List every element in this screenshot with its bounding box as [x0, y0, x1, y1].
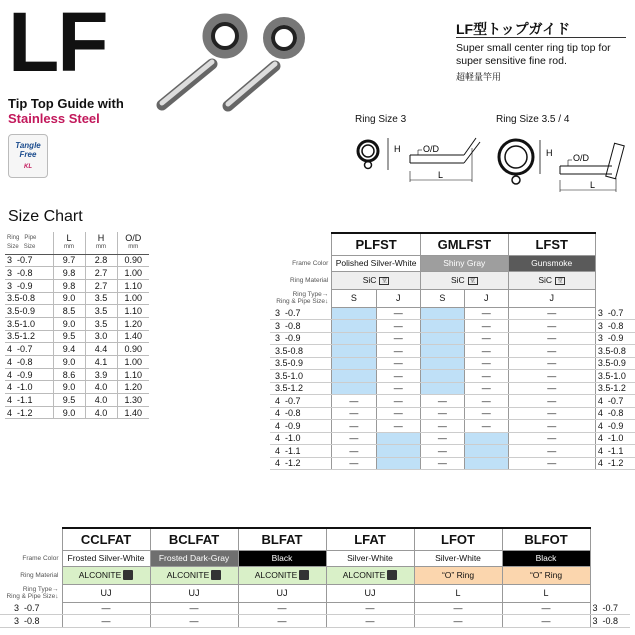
color-plfst: Polished Silver-White	[332, 255, 421, 271]
material-plfst: SiC 堂	[332, 271, 421, 289]
tangle-free-logo	[8, 134, 48, 178]
table-row	[270, 332, 635, 345]
availability-cell	[420, 307, 464, 320]
availability-cell: —	[150, 615, 238, 628]
availability-cell	[420, 357, 464, 370]
size-row	[5, 317, 149, 330]
frame-color-label-2: Frame Color	[22, 554, 59, 562]
material-lfot: “O” Ring	[414, 566, 502, 584]
material-lfst: SiC 堂	[508, 271, 595, 289]
model-lfst: LFST	[508, 233, 595, 255]
l-header: L mm	[53, 232, 85, 254]
availability-cell: —	[326, 602, 414, 615]
od-header: O/D mm	[117, 232, 149, 254]
sic-model-table	[270, 232, 635, 470]
value-cell: 1.00	[117, 267, 149, 280]
availability-cell: —	[420, 457, 464, 470]
size-chart-header	[5, 232, 149, 254]
ring35-h-text: H	[546, 148, 553, 158]
size-cell: 4 -0.7	[5, 343, 53, 356]
value-cell: 1.10	[117, 368, 149, 381]
type-plfst-s: S	[332, 289, 376, 307]
value-cell: 9.0	[53, 356, 85, 369]
t1-color-row	[270, 255, 635, 271]
size-row	[5, 267, 149, 280]
availability-cell	[332, 345, 376, 358]
availability-cell: —	[238, 615, 326, 628]
size-row	[5, 279, 149, 292]
color-gmlfst: Shiny Gray	[420, 255, 508, 271]
ring-pipe-header: Ring Pipe Size Size	[5, 232, 53, 254]
availability-cell	[464, 445, 508, 458]
availability-cell	[420, 345, 464, 358]
type-bclfat: UJ	[150, 584, 238, 602]
availability-cell: —	[464, 395, 508, 408]
color-cclfat: Frosted Silver-White	[62, 550, 150, 566]
table-row	[0, 602, 630, 615]
t2-type-row	[0, 584, 630, 602]
ring3-l-text: L	[438, 170, 444, 180]
model-gmlfst: GMLFST	[420, 233, 508, 255]
size-row	[5, 254, 149, 267]
availability-cell: —	[464, 307, 508, 320]
model-bclfat: BCLFAT	[150, 528, 238, 550]
value-cell: 1.00	[117, 356, 149, 369]
jp-title: LF型トップガイド	[456, 21, 571, 37]
row-size-left: 3.5-0.9	[270, 357, 332, 370]
row-size-right: 4 -0.8	[595, 407, 635, 420]
material-blfot: “O” Ring	[502, 566, 590, 584]
value-cell: 8.5	[53, 305, 85, 318]
ring-size-3-diagram	[352, 128, 487, 198]
guide-photo-left	[162, 18, 243, 105]
table-row	[270, 457, 635, 470]
value-cell: 3.5	[85, 305, 117, 318]
availability-cell: —	[508, 457, 595, 470]
table-row	[270, 357, 635, 370]
availability-cell	[332, 357, 376, 370]
availability-cell: —	[508, 432, 595, 445]
model-cclfat: CCLFAT	[62, 528, 150, 550]
row-size-left: 3.5-1.2	[270, 382, 332, 395]
ring-type-label-2: Ring Type→ Ring & Pipe Size↓	[6, 586, 59, 600]
value-cell: 9.7	[53, 254, 85, 267]
value-cell: 2.8	[85, 254, 117, 267]
availability-cell: —	[464, 320, 508, 333]
row-size-right: 3 -0.9	[595, 332, 635, 345]
size-cell: 4 -1.0	[5, 381, 53, 394]
availability-cell: —	[508, 420, 595, 433]
table-row	[270, 445, 635, 458]
size-cell: 3.5-0.9	[5, 305, 53, 318]
color-lfst: Gunsmoke	[508, 255, 595, 271]
availability-cell: —	[326, 615, 414, 628]
availability-cell: —	[414, 602, 502, 615]
row-size-right: 3.5-0.8	[595, 345, 635, 358]
material-cclfat: ALCONITE	[62, 566, 150, 584]
availability-cell: —	[420, 432, 464, 445]
type-blfat: UJ	[238, 584, 326, 602]
type-lfst-j: J	[508, 289, 595, 307]
model-lfot: LFOT	[414, 528, 502, 550]
availability-cell: —	[332, 407, 376, 420]
row-size-right: 4 -1.1	[595, 445, 635, 458]
ring3-od-text: O/D	[423, 144, 440, 154]
value-cell: 1.20	[117, 381, 149, 394]
size-row	[5, 356, 149, 369]
row-size-left: 4 -1.0	[270, 432, 332, 445]
availability-cell	[332, 370, 376, 383]
value-cell: 9.0	[53, 406, 85, 419]
availability-cell: —	[376, 420, 420, 433]
availability-cell	[464, 457, 508, 470]
t1-type-row	[270, 289, 635, 307]
availability-cell	[332, 382, 376, 395]
size-row	[5, 330, 149, 343]
value-cell: 9.0	[53, 317, 85, 330]
value-cell: 3.9	[85, 368, 117, 381]
table-row	[270, 320, 635, 333]
title-divider	[456, 37, 626, 38]
type-plfst-j: J	[376, 289, 420, 307]
availability-cell	[376, 445, 420, 458]
availability-cell	[420, 332, 464, 345]
value-cell: 9.0	[53, 292, 85, 305]
t1-material-row	[270, 271, 635, 289]
size-row	[5, 406, 149, 419]
row-size-left: 4 -1.1	[270, 445, 332, 458]
table-row	[270, 407, 635, 420]
value-cell: 9.0	[53, 381, 85, 394]
value-cell: 1.20	[117, 317, 149, 330]
row-size-right: 4 -1.2	[595, 457, 635, 470]
row-size-left: 4 -0.8	[270, 407, 332, 420]
row-size-right: 3 -0.8	[590, 615, 630, 628]
availability-cell: —	[508, 307, 595, 320]
value-cell: 3.0	[85, 330, 117, 343]
availability-cell: —	[508, 382, 595, 395]
table-row	[0, 615, 630, 628]
availability-cell: —	[420, 445, 464, 458]
availability-cell	[332, 307, 376, 320]
size-cell: 3 -0.9	[5, 279, 53, 292]
size-chart-title: Size Chart	[8, 208, 83, 225]
availability-cell: —	[376, 382, 420, 395]
row-size-right: 3 -0.7	[590, 602, 630, 615]
color-lfat: Silver-White	[326, 550, 414, 566]
table-row	[270, 370, 635, 383]
row-size-left: 3 -0.7	[0, 602, 62, 615]
row-size-left: 4 -0.9	[270, 420, 332, 433]
subtitle-line-1: Tip Top Guide with	[8, 96, 124, 111]
row-size-right: 3 -0.7	[595, 307, 635, 320]
color-bclfat: Frosted Dark-Gray	[150, 550, 238, 566]
table-row	[270, 307, 635, 320]
value-cell: 9.4	[53, 343, 85, 356]
availability-cell: —	[420, 407, 464, 420]
value-cell: 1.10	[117, 279, 149, 292]
availability-cell: —	[332, 420, 376, 433]
tangle-logo-word-3: KL	[24, 164, 32, 170]
ring-type-label: Ring Type→ Ring & Pipe Size↓	[276, 291, 329, 305]
availability-cell: —	[420, 395, 464, 408]
size-row	[5, 343, 149, 356]
size-row	[5, 292, 149, 305]
availability-cell: —	[464, 332, 508, 345]
availability-cell: —	[464, 370, 508, 383]
ring-size-3-label: Ring Size 3	[355, 114, 407, 125]
availability-cell: —	[464, 407, 508, 420]
availability-cell: —	[376, 345, 420, 358]
subtitle-line-2: Stainless Steel	[8, 111, 100, 126]
row-size-left: 3 -0.9	[270, 332, 332, 345]
model-plfst: PLFST	[332, 233, 421, 255]
ring-size-35-label: Ring Size 3.5 / 4	[496, 114, 570, 125]
value-cell: 1.40	[117, 406, 149, 419]
model-blfat: BLFAT	[238, 528, 326, 550]
availability-cell: —	[508, 357, 595, 370]
availability-cell	[420, 320, 464, 333]
availability-cell: —	[502, 602, 590, 615]
availability-cell: —	[376, 370, 420, 383]
value-cell: 1.00	[117, 292, 149, 305]
value-cell: 4.4	[85, 343, 117, 356]
table-row	[270, 420, 635, 433]
value-cell: 0.90	[117, 254, 149, 267]
row-size-right: 3 -0.8	[595, 320, 635, 333]
availability-cell: —	[62, 615, 150, 628]
availability-cell: —	[508, 332, 595, 345]
availability-cell: —	[62, 602, 150, 615]
size-cell: 4 -0.8	[5, 356, 53, 369]
row-size-left: 3 -0.7	[270, 307, 332, 320]
availability-cell	[420, 370, 464, 383]
size-row	[5, 368, 149, 381]
product-photo	[140, 2, 310, 122]
availability-cell: —	[502, 615, 590, 628]
availability-cell: —	[508, 320, 595, 333]
color-blfat: Black	[238, 550, 326, 566]
size-cell: 4 -1.2	[5, 406, 53, 419]
availability-cell: —	[332, 457, 376, 470]
material-gmlfst: SiC 堂	[420, 271, 508, 289]
type-blfot: L	[502, 584, 590, 602]
size-row	[5, 305, 149, 318]
ring-material-label: Ring Material	[289, 276, 329, 284]
availability-cell: —	[414, 615, 502, 628]
row-size-left: 3 -0.8	[270, 320, 332, 333]
tangle-logo-word-1: Tangle	[15, 141, 41, 150]
availability-cell: —	[508, 445, 595, 458]
size-chart-table	[5, 232, 149, 419]
model-lfat: LFAT	[326, 528, 414, 550]
size-row	[5, 394, 149, 407]
model-blfot: BLFOT	[502, 528, 590, 550]
value-cell: 9.5	[53, 394, 85, 407]
value-cell: 1.30	[117, 394, 149, 407]
value-cell: 2.7	[85, 279, 117, 292]
size-cell: 4 -1.1	[5, 394, 53, 407]
alconite-model-table	[0, 527, 630, 628]
availability-cell: —	[508, 370, 595, 383]
availability-cell: —	[150, 602, 238, 615]
color-lfot: Silver-White	[414, 550, 502, 566]
ring3-h-text: H	[394, 144, 401, 154]
row-size-right: 4 -0.7	[595, 395, 635, 408]
availability-cell: —	[508, 407, 595, 420]
availability-cell: —	[332, 395, 376, 408]
size-cell: 3.5-1.0	[5, 317, 53, 330]
material-lfat: ALCONITE	[326, 566, 414, 584]
value-cell: 9.8	[53, 267, 85, 280]
t2-color-row	[0, 550, 630, 566]
t1-models-row	[270, 233, 635, 255]
t2-models-row	[0, 528, 630, 550]
size-cell: 3 -0.7	[5, 254, 53, 267]
type-lfot: L	[414, 584, 502, 602]
size-cell: 3.5-0.8	[5, 292, 53, 305]
table-row	[270, 345, 635, 358]
type-gmlfst-s: S	[420, 289, 464, 307]
availability-cell: —	[508, 345, 595, 358]
availability-cell	[376, 457, 420, 470]
table-row	[270, 382, 635, 395]
availability-cell: —	[332, 432, 376, 445]
value-cell: 3.5	[85, 292, 117, 305]
availability-cell	[420, 382, 464, 395]
value-cell: 9.8	[53, 279, 85, 292]
material-bclfat: ALCONITE	[150, 566, 238, 584]
value-cell: 4.1	[85, 356, 117, 369]
availability-cell: —	[464, 345, 508, 358]
ring-size-35-diagram	[494, 128, 632, 203]
product-title: LF	[8, 0, 107, 89]
frame-color-label: Frame Color	[292, 259, 329, 267]
ring35-l-text: L	[590, 180, 596, 190]
availability-cell: —	[332, 445, 376, 458]
availability-cell: —	[376, 307, 420, 320]
value-cell: 3.5	[85, 317, 117, 330]
product-description: Super small center ring tip top for super sensitive fine rod.	[456, 42, 611, 67]
availability-cell: —	[238, 602, 326, 615]
ring35-od-text: O/D	[573, 153, 590, 163]
ring-material-label-2: Ring Material	[20, 571, 59, 579]
t2-material-row	[0, 566, 630, 584]
row-size-right: 3.5-1.0	[595, 370, 635, 383]
size-row	[5, 381, 149, 394]
availability-cell: —	[420, 420, 464, 433]
row-size-right: 3.5-0.9	[595, 357, 635, 370]
availability-cell: —	[508, 395, 595, 408]
availability-cell	[376, 432, 420, 445]
availability-cell: —	[376, 395, 420, 408]
type-lfat: UJ	[326, 584, 414, 602]
row-size-left: 4 -0.7	[270, 395, 332, 408]
value-cell: 1.10	[117, 305, 149, 318]
availability-cell	[464, 432, 508, 445]
row-size-right: 3.5-1.2	[595, 382, 635, 395]
row-size-right: 4 -1.0	[595, 432, 635, 445]
type-cclfat: UJ	[62, 584, 150, 602]
size-cell: 3 -0.8	[5, 267, 53, 280]
availability-cell: —	[464, 382, 508, 395]
value-cell: 2.7	[85, 267, 117, 280]
row-size-right: 4 -0.9	[595, 420, 635, 433]
availability-cell: —	[376, 357, 420, 370]
table-row	[270, 395, 635, 408]
jp-subtitle: 超軽量竿用	[456, 72, 502, 82]
value-cell: 4.0	[85, 394, 117, 407]
row-size-left: 3.5-1.0	[270, 370, 332, 383]
value-cell: 8.6	[53, 368, 85, 381]
color-blfot: Black	[502, 550, 590, 566]
value-cell: 4.0	[85, 381, 117, 394]
row-size-left: 4 -1.2	[270, 457, 332, 470]
availability-cell: —	[376, 320, 420, 333]
availability-cell: —	[464, 357, 508, 370]
type-gmlfst-j: J	[464, 289, 508, 307]
size-cell: 4 -0.9	[5, 368, 53, 381]
value-cell: 9.5	[53, 330, 85, 343]
value-cell: 1.40	[117, 330, 149, 343]
availability-cell: —	[376, 332, 420, 345]
value-cell: 4.0	[85, 406, 117, 419]
size-cell: 3.5-1.2	[5, 330, 53, 343]
availability-cell: —	[464, 420, 508, 433]
h-header: H mm	[85, 232, 117, 254]
row-size-left: 3 -0.8	[0, 615, 62, 628]
row-size-left: 3.5-0.8	[270, 345, 332, 358]
availability-cell	[332, 332, 376, 345]
table-row	[270, 432, 635, 445]
availability-cell	[332, 320, 376, 333]
value-cell: 0.90	[117, 343, 149, 356]
tangle-logo-word-2: Free	[19, 150, 37, 159]
availability-cell: —	[376, 407, 420, 420]
material-blfat: ALCONITE	[238, 566, 326, 584]
